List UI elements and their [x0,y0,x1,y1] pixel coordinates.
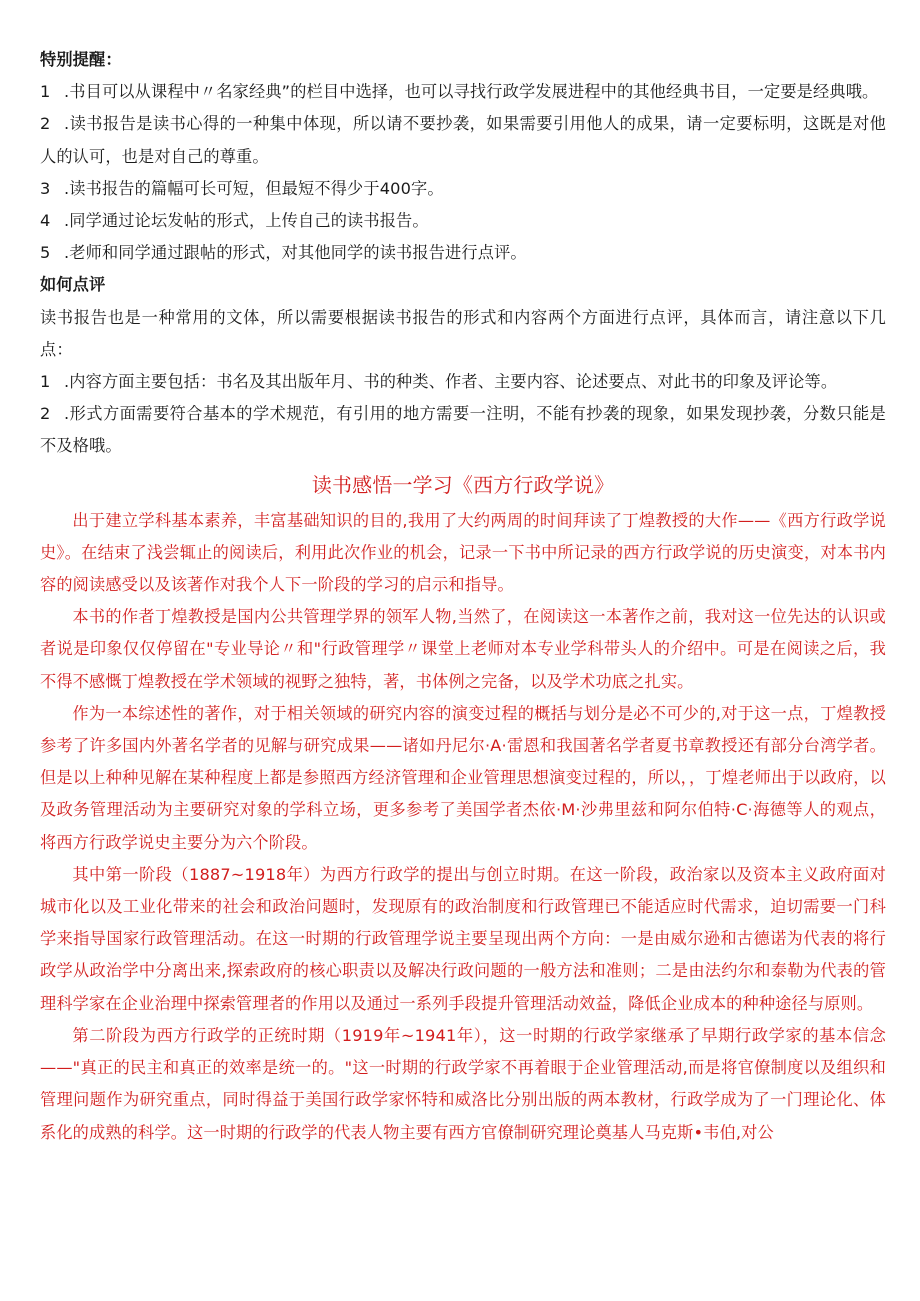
item-text: .读书报告是读书心得的一种集中体现，所以请不要抄袭，如果需要引用他人的成果，请一定要标明，这既是对他人的认可，也是对自己的尊重。 [40,114,886,166]
notice-item [40,76,886,108]
review-heading: 如何点评 [40,275,106,295]
item-text: .同学通过论坛发帖的形式，上传自己的读书报告。 [64,211,429,231]
essay-paragraph: 作为一本综述性的著作，对于相关领域的研究内容的演变过程的概括与划分是必不可少的,对于这一点，丁煌教授参考了许多国内外著名学者的见解与研究成果——诸如丹尼尔·A·雷恩和我国著名学者夏书章教授还有部分台湾学者。但是以上种种见解在某种程度上都是参照西方经济管理和企业管理思想演变过程的，所以，，丁煌老师出于以政府，以及政务管理活动为主要研究对象的学科立场，更多参考了美国学者杰依·M·沙弗里兹和阿尔伯特·C·海德等人的观点，将西方行政学说史主要分为六个阶段。 [40,703,886,852]
notice-item [40,108,886,172]
notice-section [40,44,886,269]
notice-item [40,173,886,205]
document-page [40,44,886,1149]
item-text: .读书报告的篇幅可长可短，但最短不得少于400字。 [64,178,444,198]
item-text: .内容方面主要包括：书名及其出版年月、书的种类、作者、主要内容、论述要点、对此书的印象及评论等。 [64,372,838,392]
review-intro: 读书报告也是一种常用的文体，所以需要根据读书报告的形式和内容两个方面进行点评，具体而言，请注意以下几点： [40,307,886,359]
notice-item [40,205,886,237]
essay-section [40,465,886,1149]
essay-paragraph: 其中第一阶段（1887~1918年）为西方行政学的提出与创立时期。在这一阶段，政治家以及资本主义政府面对城市化以及工业化带来的社会和政治问题时，发现原有的政治制度和行政管理已不能适应时代需求，迫切需要一门科学来指导国家行政管理活动。在这一时期的行政管理学说主要呈现出两个方向：一是由威尔逊和古德诺为代表的将行政学从政治学中分离出来,探索政府的核心职责以及解决行政问题的一般方法和准则；二是由法约尔和泰勒为代表的管理科学家在企业治理中探索管理者的作用以及通过一系列手段提升管理活动效益，降低企业成本的种种途径与原则。 [40,864,886,1013]
notice-item [40,237,886,269]
item-number: 4 [40,211,51,231]
item-number: 5 [40,243,51,263]
essay-paragraph: 本书的作者丁煌教授是国内公共管理学界的领军人物,当然了，在阅读这一本著作之前，我对这一位先达的认识或者说是印象仅仅停留在"专业导论〃和"行政管理学〃课堂上老师对本专业学科带头人的介绍中。可是在阅读之后，我不得不感慨丁煌教授在学术领域的视野之独特，著，书体例之完备，以及学术功底之扎实。 [40,607,886,691]
review-section [40,269,886,462]
notice-heading: 特别提醒： [40,50,122,69]
essay-title: 读书感悟一学习《西方行政学说》 [311,472,615,497]
item-text: .形式方面需要符合基本的学术规范，有引用的地方需要一注明，不能有抄袭的现象，如果发现抄袭，分数只能是不及格哦。 [40,404,886,456]
item-number: 2 [40,114,51,134]
essay-paragraph: 出于建立学科基本素养，丰富基础知识的目的,我用了大约两周的时间拜读了丁煌教授的大作——《西方行政学说史》。在结束了浅尝辄止的阅读后，利用此次作业的机会，记录一下书中所记录的西方行政学说的历史演变，对本书内容的阅读感受以及该著作对我个人下一阶段的学习的启示和指导。 [40,510,886,595]
item-number: 1 [40,82,51,102]
item-number: 1 [40,372,51,392]
item-text: .老师和同学通过跟帖的形式，对其他同学的读书报告进行点评。 [64,243,527,263]
item-number: 3 [40,178,51,198]
item-text: .书目可以从课程中〃名家经典”的栏目中选择，也可以寻找行政学发展进程中的其他经典书目，一定要是经典哦。 [64,82,879,102]
essay-paragraph: 第二阶段为西方行政学的正统时期（1919年~1941年），这一时期的行政学家继承了早期行政学家的基本信念——"真正的民主和真正的效率是统一的。"这一时期的行政学家不再着眼于企业管理活动,而是将官僚制度以及组织和管理问题作为研究重点，同时得益于美国行政学家怀特和威洛比分别出版的两本教材，行政学成为了一门理论化、体系化的成熟的科学。这一时期的行政学的代表人物主要有西方官僚制研究理论奠基人马克斯•韦伯,对公 [40,1025,886,1142]
review-item [40,366,886,398]
review-item [40,398,886,462]
item-number: 2 [40,404,51,424]
